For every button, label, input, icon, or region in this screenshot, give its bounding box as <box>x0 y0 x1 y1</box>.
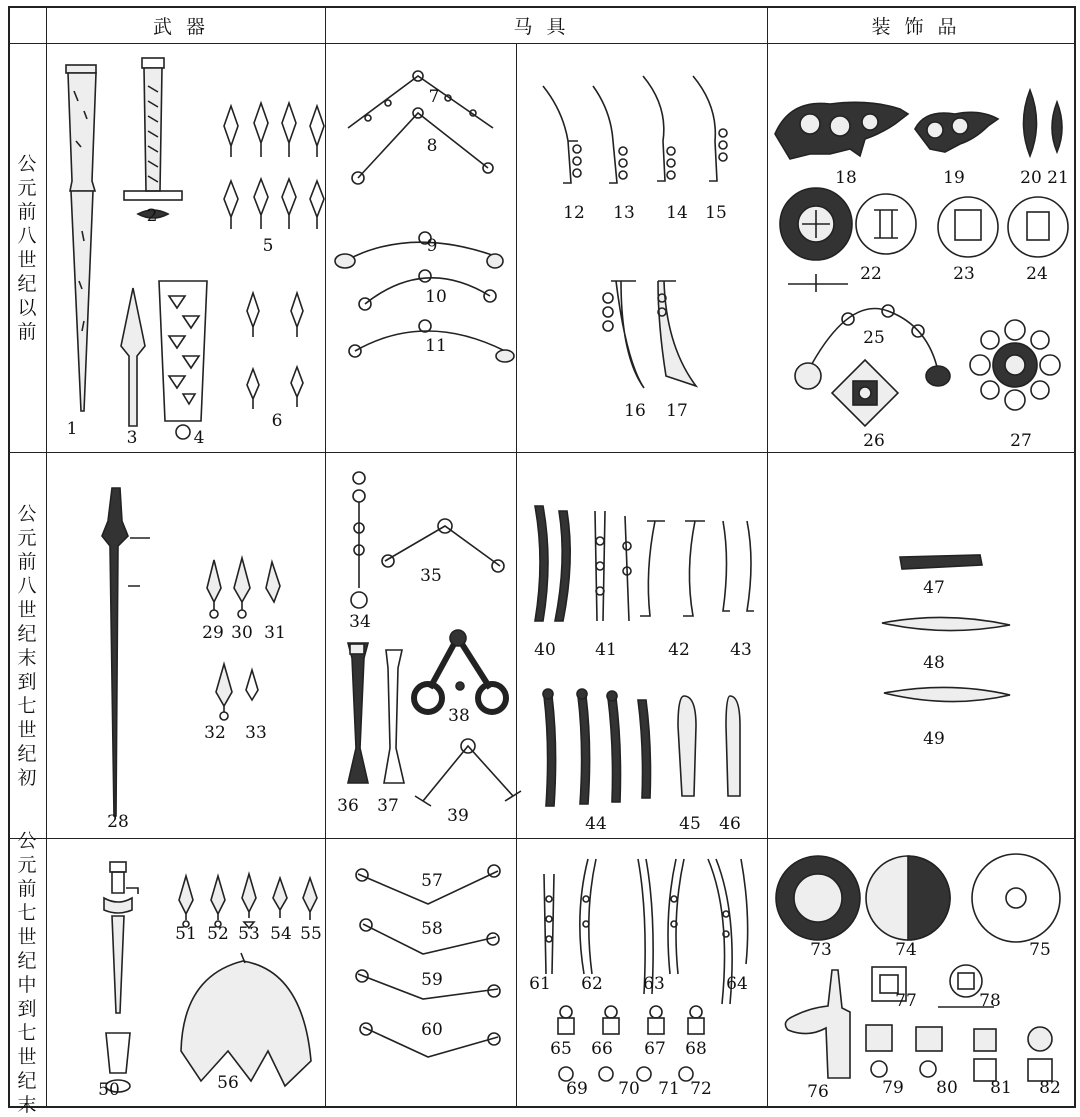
period-char: 前 <box>17 201 37 223</box>
figure-number: 33 <box>245 723 267 743</box>
period-char: 公 <box>17 829 37 852</box>
period-char: 公 <box>17 502 37 525</box>
figure-34-bit-rod <box>344 468 374 618</box>
figure-number: 15 <box>705 203 727 223</box>
figure-27-spiral-ornament <box>968 318 1063 413</box>
figure-number: 63 <box>643 974 665 994</box>
figure-12-15-cheekpieces <box>533 71 733 196</box>
figure-number: 2 <box>146 206 158 226</box>
row-divider-2 <box>8 838 1076 839</box>
period-char: 纪 <box>17 949 37 972</box>
figure-number: 16 <box>624 401 646 421</box>
figure-number: 39 <box>447 806 469 826</box>
figure-number: 21 <box>1047 168 1069 188</box>
figure-number: 36 <box>337 796 359 816</box>
figure-number: 45 <box>679 814 701 834</box>
figure-number: 13 <box>613 203 635 223</box>
figure-number: 64 <box>726 974 748 994</box>
period-label-2 <box>8 453 46 838</box>
figure-number: 25 <box>863 328 885 348</box>
figure-number: 51 <box>175 924 197 944</box>
period-char: 以 <box>17 297 37 319</box>
period-char: 末 <box>17 1093 37 1116</box>
figure-number: 35 <box>420 566 442 586</box>
period-char: 前 <box>17 877 37 900</box>
figure-number: 27 <box>1010 431 1032 451</box>
figure-73-75-discs <box>776 854 1071 944</box>
figure-number: 75 <box>1029 940 1051 960</box>
period-char: 元 <box>17 177 37 199</box>
figure-number: 69 <box>566 1079 588 1099</box>
figure-number: 50 <box>98 1080 120 1100</box>
table-border-right <box>1074 6 1076 1108</box>
period-char: 纪 <box>17 1069 37 1092</box>
figure-number: 42 <box>668 640 690 660</box>
figure-number: 20 <box>1020 168 1042 188</box>
figure-number: 62 <box>581 974 603 994</box>
figure-number: 76 <box>807 1082 829 1102</box>
period-char: 元 <box>17 853 37 876</box>
figure-number: 19 <box>943 168 965 188</box>
figure-44-46-cheekpieces <box>536 686 756 811</box>
period-char: 公 <box>17 153 37 175</box>
figure-number: 38 <box>448 706 470 726</box>
figure-number: 55 <box>300 924 322 944</box>
figure-number: 41 <box>595 640 617 660</box>
figure-number: 46 <box>719 814 741 834</box>
figure-2-dagger <box>118 56 188 226</box>
figure-28-sword <box>90 486 150 821</box>
figure-number: 71 <box>658 1079 680 1099</box>
figure-number: 31 <box>264 623 286 643</box>
figure-number: 61 <box>529 974 551 994</box>
period-char: 前 <box>17 550 37 573</box>
figure-47-49-plaques <box>870 551 1015 716</box>
figure-number: 53 <box>238 924 260 944</box>
figure-number: 29 <box>202 623 224 643</box>
figure-number: 23 <box>953 264 975 284</box>
figure-number: 80 <box>936 1078 958 1098</box>
figure-number: 3 <box>126 428 138 448</box>
figure-6-arrowheads <box>243 291 313 411</box>
figure-4-openwork-plaque <box>153 276 213 446</box>
figure-5-arrowheads <box>223 101 333 236</box>
figure-56-helmet <box>173 951 318 1091</box>
figure-number: 5 <box>262 236 274 256</box>
period-char: 末 <box>17 646 37 669</box>
period-char: 到 <box>17 670 37 693</box>
figure-number: 18 <box>835 168 857 188</box>
figure-number: 11 <box>425 336 447 356</box>
figure-number: 9 <box>426 236 438 256</box>
figure-39-bit <box>413 731 523 811</box>
figure-29-31-arrowheads <box>204 558 294 620</box>
figure-36-37-bits <box>338 638 413 788</box>
figure-32-33-arrowheads <box>212 662 272 722</box>
figure-number: 67 <box>644 1039 666 1059</box>
figure-18-19-animal-plaques <box>770 94 1000 169</box>
figure-number: 52 <box>207 924 229 944</box>
figure-1-sword <box>62 61 102 416</box>
period-char: 世 <box>17 925 37 948</box>
figure-number: 17 <box>666 401 688 421</box>
figure-3-spearhead <box>113 286 153 431</box>
figure-number: 57 <box>421 871 443 891</box>
figure-number: 82 <box>1039 1078 1061 1098</box>
figure-number: 26 <box>863 431 885 451</box>
figure-number: 68 <box>685 1039 707 1059</box>
figure-number: 14 <box>666 203 688 223</box>
figure-number: 48 <box>923 653 945 673</box>
period-char: 八 <box>17 225 37 247</box>
figure-number: 24 <box>1026 264 1048 284</box>
figure-16-17-cheekpieces <box>596 276 706 396</box>
figure-23-24-ornaments <box>933 192 1073 262</box>
header-horse-gear: 马具 <box>513 15 580 38</box>
period-char: 八 <box>17 574 37 597</box>
figure-number: 74 <box>895 940 917 960</box>
figure-7-8-bridle-bits <box>338 68 503 183</box>
figure-50-dagger <box>98 858 158 1098</box>
period-char: 前 <box>17 321 37 343</box>
figure-number: 30 <box>231 623 253 643</box>
figure-9-11-chain-bits <box>330 216 515 366</box>
figure-number: 1 <box>66 419 78 439</box>
period-char: 元 <box>17 526 37 549</box>
period-char: 纪 <box>17 622 37 645</box>
header-ornaments: 装饰品 <box>871 15 971 38</box>
period-label-1 <box>8 44 46 452</box>
figure-79-82-pieces <box>858 1021 1073 1086</box>
period-label-3 <box>8 829 46 1116</box>
row-divider-1 <box>8 452 1076 453</box>
figure-number: 10 <box>425 287 447 307</box>
table-border-bottom <box>8 1106 1076 1108</box>
figure-number: 59 <box>421 970 443 990</box>
period-char: 七 <box>17 694 37 717</box>
figure-35-bit <box>380 511 505 576</box>
figure-20-21-leaf-pendants <box>1015 88 1075 163</box>
figure-number: 66 <box>591 1039 613 1059</box>
figure-number: 73 <box>810 940 832 960</box>
figure-number: 58 <box>421 919 443 939</box>
period-char: 世 <box>17 249 37 271</box>
period-char: 纪 <box>17 742 37 765</box>
period-char: 到 <box>17 997 37 1020</box>
figure-number: 44 <box>585 814 607 834</box>
figure-number: 47 <box>923 578 945 598</box>
col-divider-horsegear-inner <box>516 44 517 1108</box>
figure-number: 32 <box>204 723 226 743</box>
figure-number: 22 <box>860 264 882 284</box>
period-char: 七 <box>17 1021 37 1044</box>
figure-number: 70 <box>618 1079 640 1099</box>
artifact-chart-table <box>8 6 1076 1116</box>
period-char: 世 <box>17 1045 37 1068</box>
header-weapons: 武器 <box>152 15 219 38</box>
figure-number: 77 <box>895 991 917 1011</box>
period-char: 中 <box>17 973 37 996</box>
figure-number: 56 <box>217 1073 239 1093</box>
figure-number: 34 <box>349 612 371 632</box>
period-char: 世 <box>17 598 37 621</box>
period-char: 纪 <box>17 273 37 295</box>
figure-number: 43 <box>730 640 752 660</box>
figure-number: 65 <box>550 1039 572 1059</box>
figure-number: 40 <box>534 640 556 660</box>
figure-22-disc-ornament <box>778 184 918 294</box>
figure-77-78-ornaments <box>866 961 996 1016</box>
figure-number: 7 <box>428 87 440 107</box>
figure-number: 72 <box>690 1079 712 1099</box>
figure-number: 37 <box>377 796 399 816</box>
figure-26-rosette <box>830 358 900 428</box>
figure-number: 49 <box>923 729 945 749</box>
col-divider-ornaments <box>767 6 768 1108</box>
figure-number: 78 <box>979 991 1001 1011</box>
figure-number: 54 <box>270 924 292 944</box>
figure-number: 8 <box>426 136 438 156</box>
figure-number: 4 <box>193 428 205 448</box>
col-divider-period <box>46 6 47 1108</box>
figure-number: 6 <box>271 411 283 431</box>
figure-number: 60 <box>421 1020 443 1040</box>
period-char: 世 <box>17 718 37 741</box>
figure-number: 81 <box>990 1078 1012 1098</box>
figure-number: 12 <box>563 203 585 223</box>
figure-number: 28 <box>107 812 129 832</box>
period-char: 初 <box>17 766 37 789</box>
figure-40-43-cheekpieces <box>525 501 765 631</box>
period-char: 七 <box>17 901 37 924</box>
figure-number: 79 <box>882 1078 904 1098</box>
